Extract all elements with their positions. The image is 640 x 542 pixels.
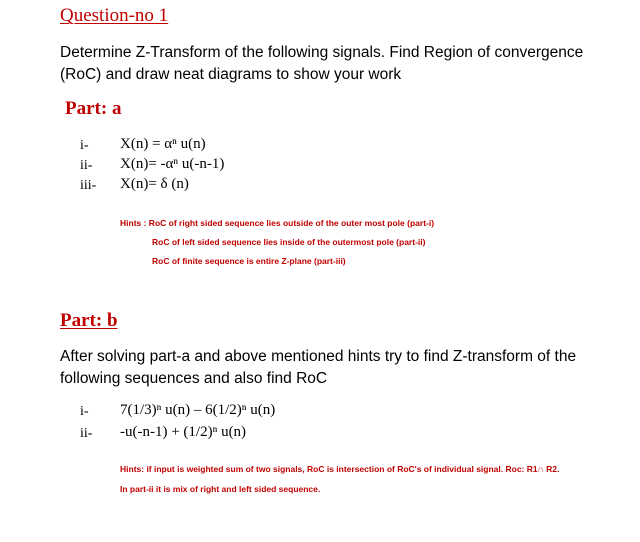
- part-a-hint: Hints : RoC of right sided sequence lies outside of the outer most pole (part-i): [120, 218, 435, 228]
- question-title: Question-no 1: [60, 5, 169, 26]
- part-b-item-number: i-: [80, 404, 89, 419]
- part-a-item-expression: X(n)= -αⁿ u(-n-1): [120, 156, 225, 172]
- part-a-heading: Part: a: [65, 98, 122, 119]
- part-b-intro: After solving part-a and above mentioned hints try to find Z-transform of the following sequences and also find RoC: [60, 348, 577, 387]
- part-b-hint: Hints: if input is weighted sum of two signals, RoC is intersection of RoC's of individual signal. Roc: R1∩ R2.: [120, 464, 560, 474]
- part-a-item-number: ii-: [80, 158, 93, 173]
- part-a-hint: RoC of finite sequence is entire Z-plane (part-iii): [152, 256, 346, 266]
- part-b-item-expression: -u(-n-1) + (1/2)ⁿ u(n): [120, 424, 247, 440]
- question-intro: Determine Z-Transform of the following signals. Find Region of convergence (RoC) and draw neat diagrams to show your work: [60, 44, 584, 83]
- part-a-item-expression: X(n) = αⁿ u(n): [120, 136, 206, 152]
- part-a-hint: RoC of left sided sequence lies inside of the outermost pole (part-ii): [152, 237, 426, 247]
- part-b-item-number: ii-: [80, 426, 93, 441]
- part-b-hint: In part-ii it is mix of right and left sided sequence.: [120, 484, 321, 494]
- part-a-item-expression: X(n)= δ (n): [120, 176, 189, 192]
- part-b-item-expression: 7(1/3)ⁿ u(n) – 6(1/2)ⁿ u(n): [120, 402, 276, 418]
- part-a-item-number: iii-: [80, 178, 97, 193]
- part-a-item-number: i-: [80, 138, 89, 153]
- part-b-heading: Part: b: [60, 310, 118, 331]
